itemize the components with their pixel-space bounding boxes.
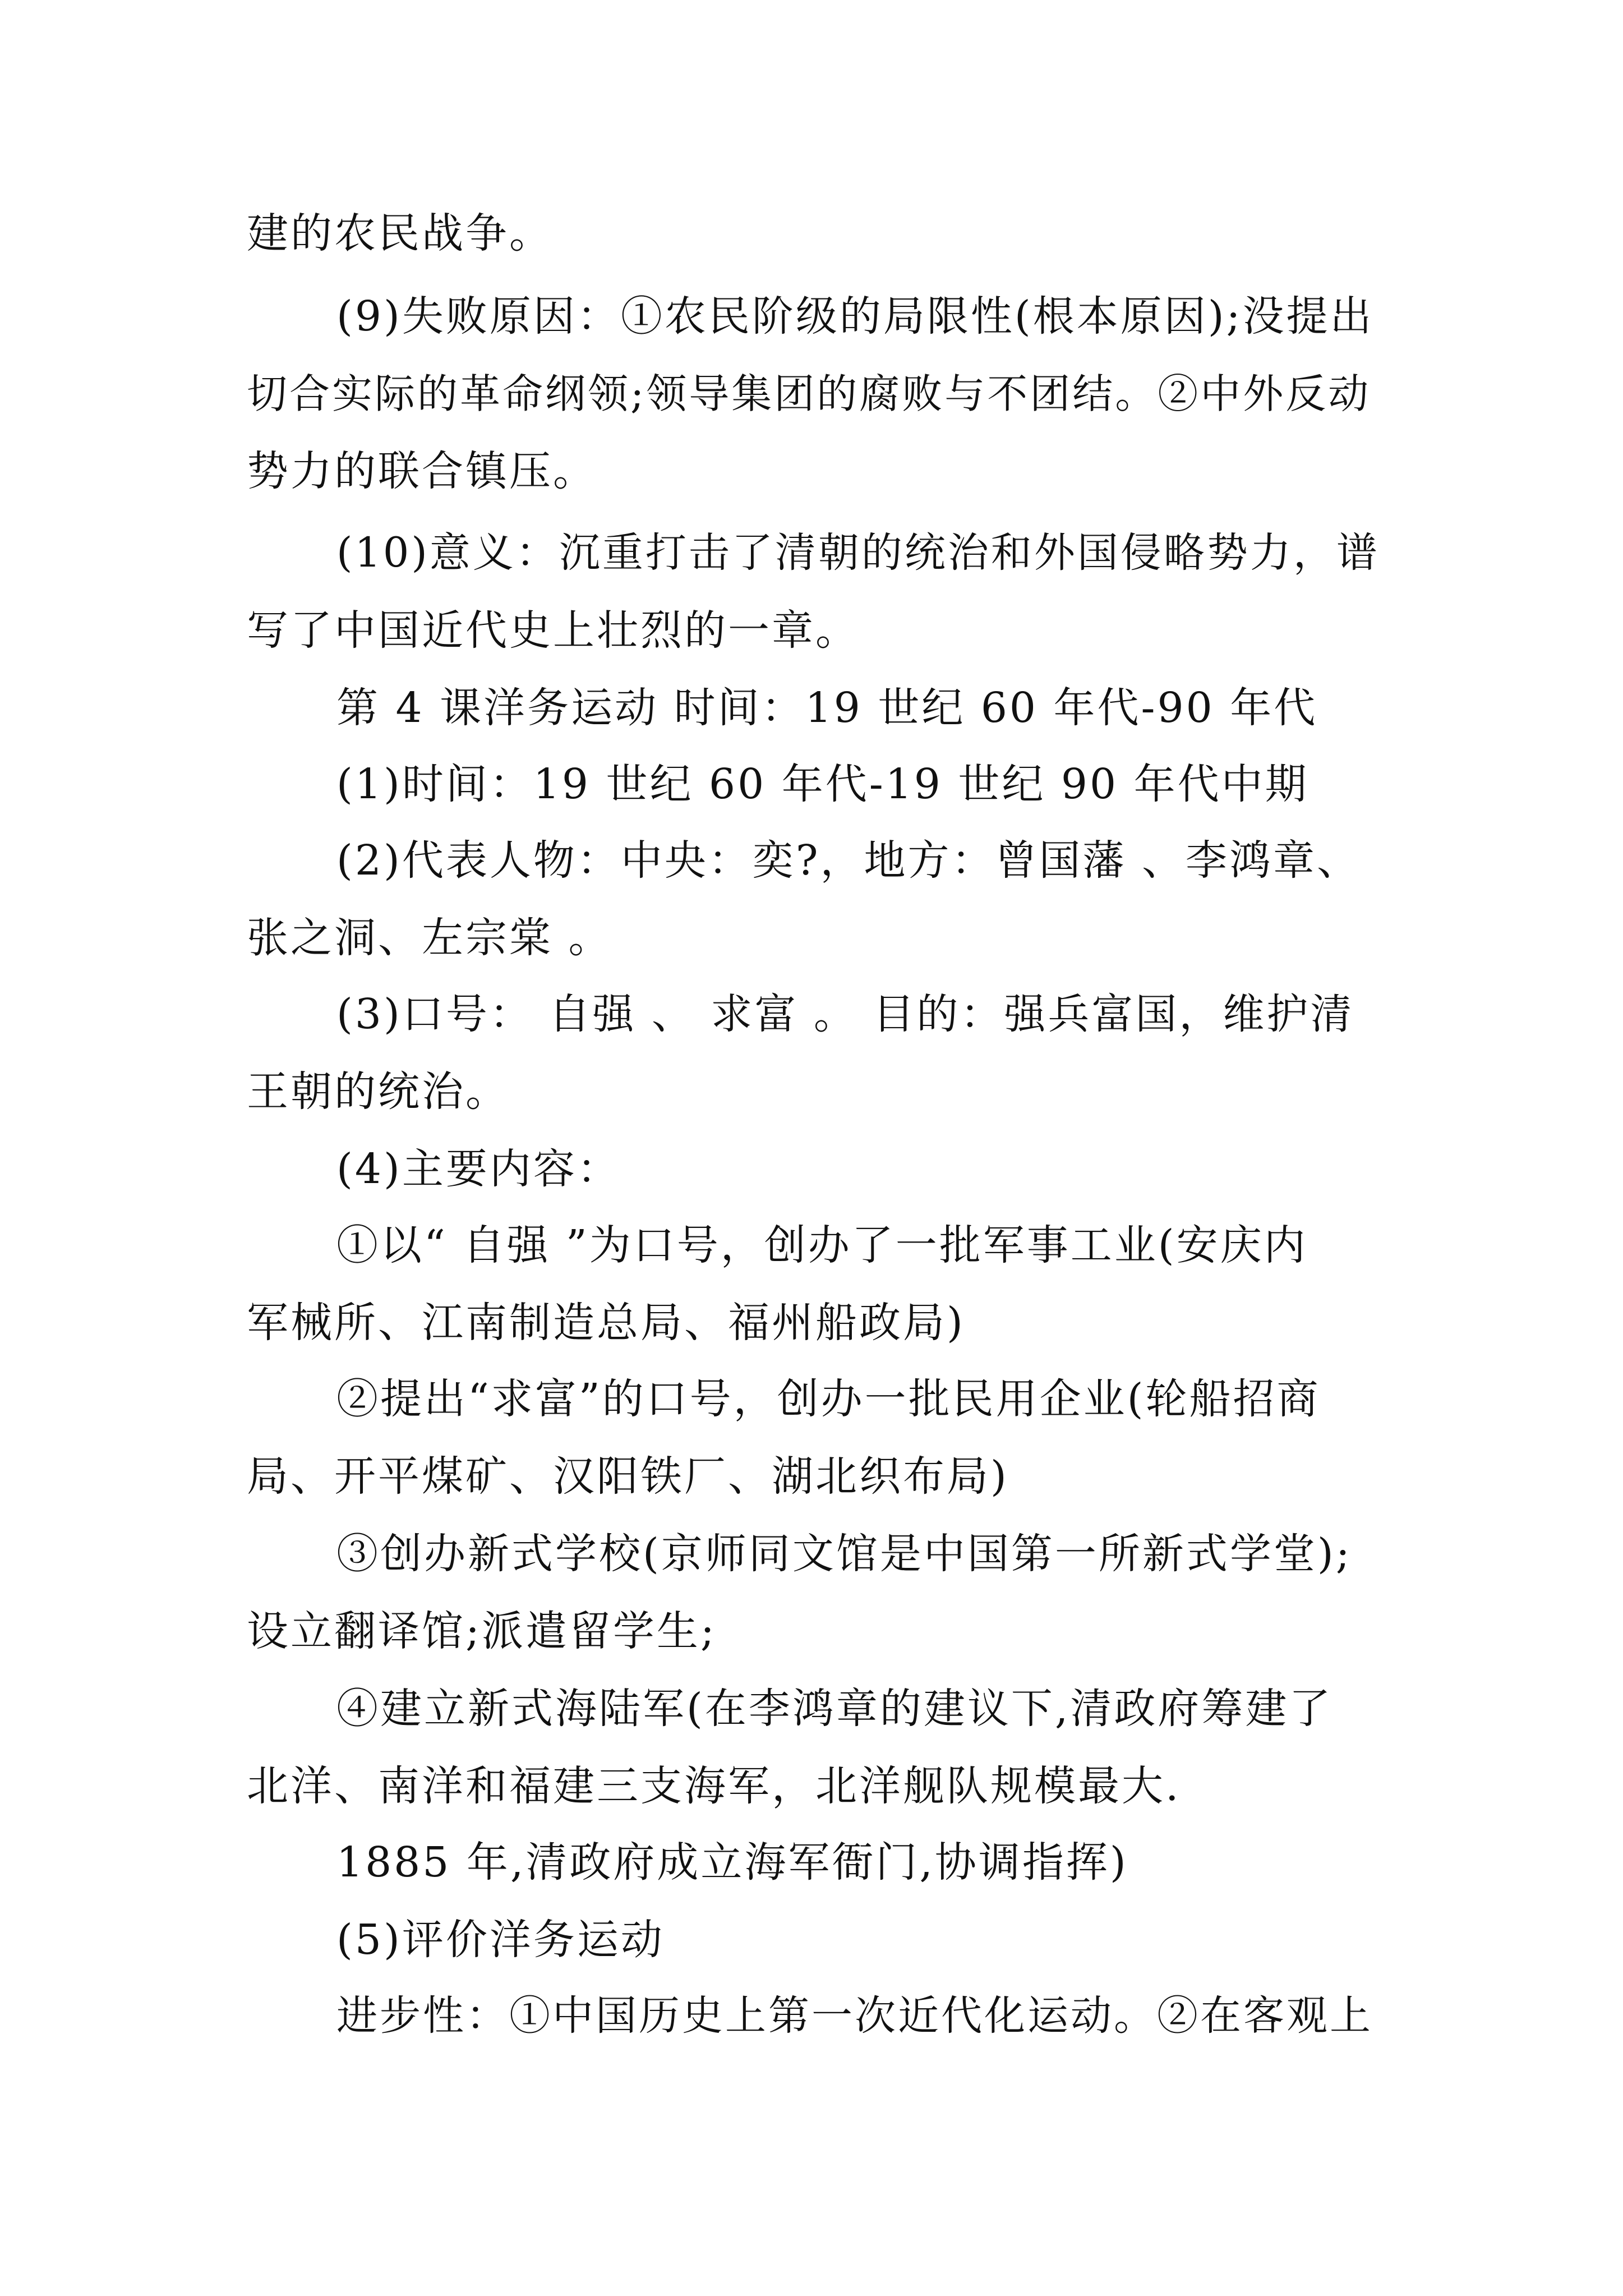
text-line: (2)代表人物：中央：奕?，地方：曾国藩 、李鸿章、 [336,836,1361,885]
text-line: ③创办新式学校(京师同文馆是中国第一所新式学堂); [336,1530,1352,1578]
text-line: (1)时间：19 世纪 60 年代-19 世纪 90 年代中期 [336,760,1309,808]
text-line: 建的农民战争。 [247,209,553,257]
text-line: 第 4 课洋务运动 时间：19 世纪 60 年代-90 年代 [336,684,1318,732]
text-line: 1885 年,清政府成立海军衙门,协调指挥) [336,1838,1128,1887]
text-line: 王朝的统治。 [247,1068,509,1116]
text-line: (3)口号： 自强 、 求富 。 目的：强兵富国，维护清 [336,990,1354,1038]
text-line: 局、开平煤矿、汉阳铁厂、湖北织布局) [247,1452,1009,1501]
text-line: 设立翻译馆;派遣留学生; [247,1607,717,1655]
text-line: 写了中国近代史上壮烈的一章。 [247,606,859,655]
text-line: (10)意义：沉重打击了清朝的统治和外国侵略势力，谱 [336,529,1380,577]
text-line: ②提出“求富”的口号，创办一批民用企业(轮船招商 [336,1375,1321,1423]
text-line: 切合实际的革命纲领;领导集团的腐败与不团结。②中外反动 [247,370,1371,417]
text-line: ①以“ 自强 ”为口号，创办了一批军事工业(安庆内 [336,1221,1308,1269]
text-line: (9)失败原因：①农民阶级的局限性(根本原因);没提出 [336,292,1374,341]
text-line: 进步性：①中国历史上第一次近代化运动。②在客观上 [336,1992,1373,2040]
text-line: 北洋、南洋和福建三支海军，北洋舰队规模最大. [247,1762,1181,1810]
text-line: 张之洞、左宗棠 。 [247,914,612,962]
text-line: 势力的联合镇压。 [247,447,597,495]
text-line: (4)主要内容： [336,1145,621,1193]
text-line: (5)评价洋务运动 [336,1916,665,1964]
text-line: ④建立新式海陆军(在李鸿章的建议下,清政府筹建了 [336,1685,1333,1733]
text-line: 军械所、江南制造总局、福州船政局) [247,1299,965,1347]
